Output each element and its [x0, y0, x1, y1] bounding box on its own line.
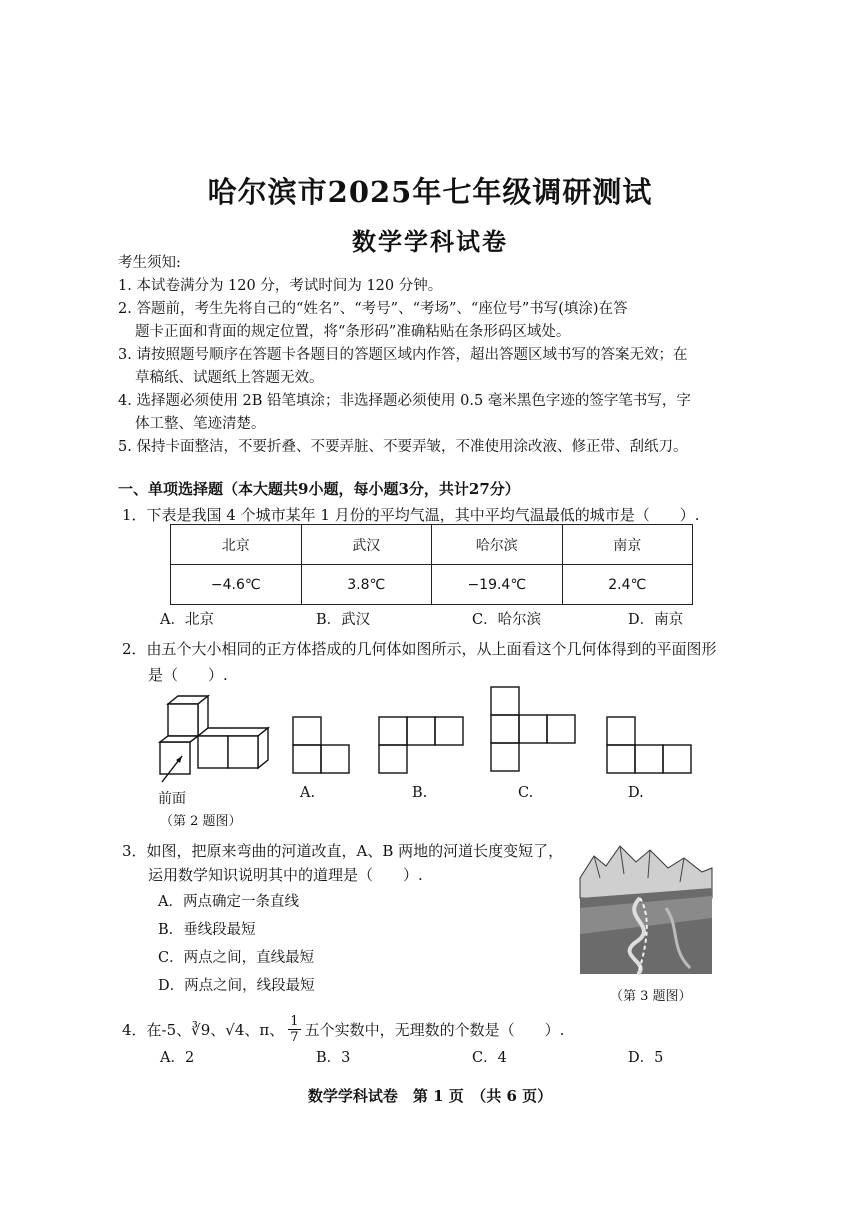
q4-option-a: A．2	[160, 1050, 195, 1066]
q1-option-b: B．武汉	[316, 612, 371, 628]
notice-block	[118, 252, 758, 459]
q1-stem: 1．下表是我国 4 个城市某年 1 月份的平均气温，其中平均气温最低的城市是（ ）.	[122, 506, 700, 524]
table-cell: 哈尔滨	[432, 525, 563, 565]
table-cell: −4.6℃	[171, 565, 302, 605]
front-label: 前面	[158, 791, 186, 807]
q4-cbrt: ∛9	[191, 1020, 211, 1039]
table-cell: 南京	[562, 525, 693, 565]
q2-option-c: C.	[518, 785, 534, 801]
section-heading: 一、单项选择题（本大题共9小题，每小题3分，共计27分）	[118, 480, 520, 498]
q2-stem-line1: 2．由五个大小相同的正方体搭成的几何体如图所示，从上面看这个几何体得到的平面图形	[122, 640, 717, 658]
q2-option-a: A.	[300, 785, 316, 801]
q4-stem: 4．在-5、 ∛9 、 √4 、 π 、 $\frac{1}{7}$ 五个实数中，无理数的个数是（ ）.	[122, 1014, 565, 1045]
table-row	[171, 565, 693, 605]
q2-option-b: B.	[412, 785, 428, 801]
q2-caption: （第 2 题图）	[160, 814, 242, 829]
notice-item: 2. 答题前，考生先将自己的“姓名”、“考号”、“考场”、“座位号”书写(填涂)在答	[118, 301, 628, 317]
notice-item: 体工整、笔迹清楚。	[135, 416, 266, 432]
exam-title: 哈尔滨市2025年七年级调研测试	[207, 175, 653, 209]
q2-option-d-figure	[606, 716, 696, 776]
q1-option-a: A．北京	[160, 612, 214, 628]
page-footer: 数学学科试卷 第 1 页 （共 6 页）	[307, 1087, 553, 1105]
river-landscape-image	[580, 838, 712, 974]
q3-stem-line1: 3．如图，把原来弯曲的河道改直，A、B 两地的河道长度变短了，	[122, 842, 564, 860]
q2-option-c-figure	[490, 686, 580, 776]
notice-item: 4. 选择题必须使用 2B 铅笔填涂；非选择题必须使用 0.5 毫米黑色字迹的签字笔书写，字	[118, 393, 691, 409]
q3-option-d: D．两点之间，线段最短	[158, 978, 315, 994]
q4-frac-num: 1	[290, 1014, 299, 1029]
notice-item: 草稿纸、试题纸上答题无效。	[135, 370, 324, 386]
q1-option-c: C．哈尔滨	[472, 612, 542, 628]
q4-frac-den: 7	[290, 1030, 299, 1045]
notice-item: 题卡正面和背面的规定位置，将“条形码”准确粘贴在条形码区域处。	[135, 324, 571, 340]
table-cell: 北京	[171, 525, 302, 565]
q4-pi: π	[259, 1020, 270, 1039]
q4-sqrt: √4	[225, 1020, 245, 1039]
q4-stem-suffix: 五个实数中，无理数的个数是（ ）.	[304, 1021, 565, 1039]
q3-option-b: B．垂线段最短	[158, 922, 256, 938]
q4-option-c: C．4	[472, 1050, 507, 1066]
table-cell: −19.4℃	[432, 565, 563, 605]
q4-option-b: B．3	[316, 1050, 351, 1066]
q4-fraction	[288, 1014, 300, 1045]
table-cell: 武汉	[301, 525, 432, 565]
notice-item: 1. 本试卷满分为 120 分，考试时间为 120 分钟。	[118, 278, 443, 294]
notice-item: 5. 保持卡面整洁，不要折叠、不要弄脏、不要弄皱，不准使用涂改液、修正带、刮纸刀。	[118, 439, 688, 455]
q2-option-d: D.	[628, 785, 644, 801]
notice-item: 3. 请按照题号顺序在答题卡各题目的答题区域内作答，超出答题区域书写的答案无效；在	[118, 347, 688, 363]
q3-option-c: C．两点之间，直线最短	[158, 950, 315, 966]
q1-option-d: D．南京	[628, 612, 684, 628]
q3-caption: （第 3 题图）	[610, 989, 692, 1004]
cube-stack-figure	[150, 690, 280, 790]
table-cell: 2.4℃	[562, 565, 693, 605]
q3-option-a: A．两点确定一条直线	[158, 894, 299, 910]
table-cell: 3.8℃	[301, 565, 432, 605]
temperature-table	[170, 524, 693, 605]
q2-option-a-figure	[292, 716, 352, 776]
q2-option-b-figure	[378, 716, 468, 776]
q4-option-d: D．5	[628, 1050, 664, 1066]
table-row	[171, 525, 693, 565]
exam-subtitle: 数学学科试卷	[352, 227, 508, 256]
q2-stem-line2: 是（ ）.	[148, 666, 228, 684]
notice-heading: 考生须知:	[118, 255, 181, 271]
q3-stem-line2: 运用数学知识说明其中的道理是（ ）.	[148, 866, 423, 884]
q4-stem-prefix: 4．在-5、	[122, 1021, 192, 1039]
